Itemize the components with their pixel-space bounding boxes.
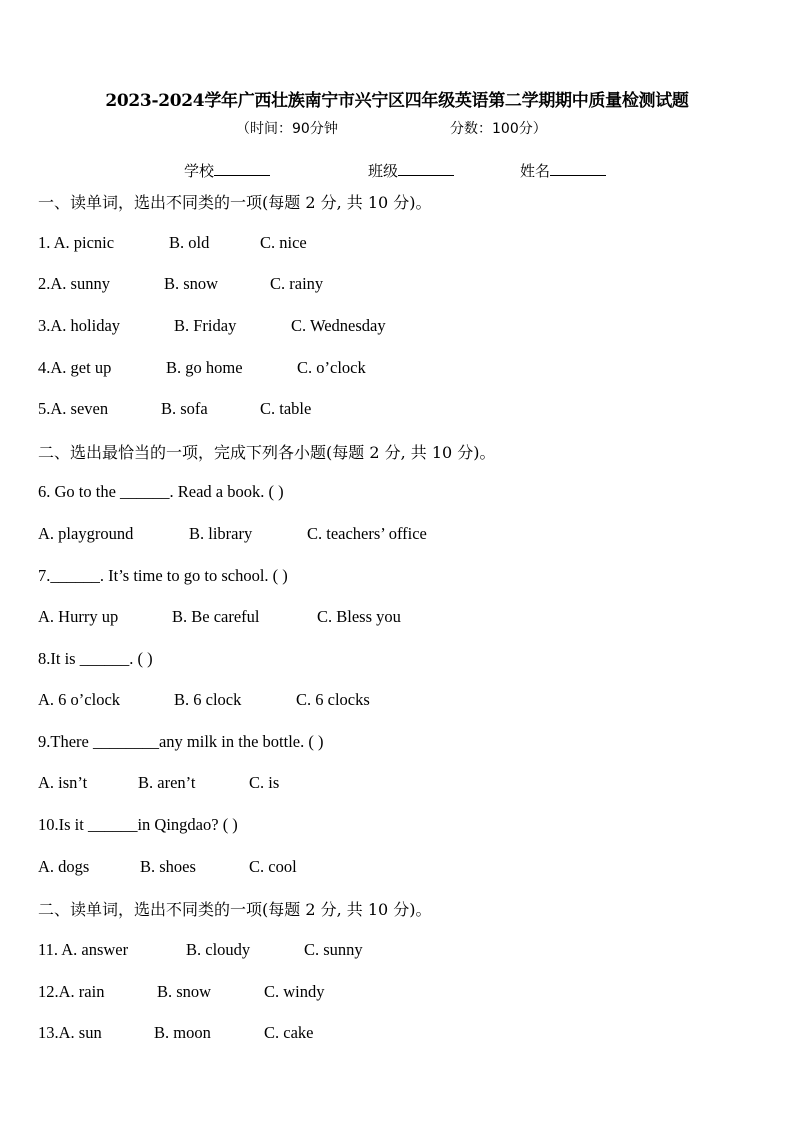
question-12-option-b: B. snow <box>157 982 212 1001</box>
name-label: 姓名 <box>520 162 551 180</box>
question-10-option-c: C. cool <box>249 857 297 876</box>
question-8-option-a: A. 6 o’clock <box>38 690 121 709</box>
question-1-option-b: B. old <box>169 233 210 252</box>
class-blank[interactable] <box>398 161 454 176</box>
question-8-option-c: C. 6 clocks <box>296 690 370 709</box>
question-8-option-b: B. 6 clock <box>174 690 242 709</box>
school-label: 学校 <box>184 162 215 180</box>
question-1-option-a: 1. A. picnic <box>38 233 115 252</box>
school-blank[interactable] <box>214 161 270 176</box>
exam-score: 分数：100分） <box>450 121 547 137</box>
question-6-option-c: C. teachers’ office <box>307 524 427 543</box>
page-title: 2023-2024学年广西壮族南宁市兴宁区四年级英语第二学期期中质量检测试题 <box>105 91 689 111</box>
question-7-option-c: C. Bless you <box>317 607 401 626</box>
section-heading-1: 一、读单词，选出不同类的一项(每题 2 分, 共 10 分)。 <box>38 193 432 212</box>
question-13-option-a: 13.A. sun <box>38 1023 102 1042</box>
question-12-option-a: 12.A. rain <box>38 982 105 1001</box>
class-label: 班级 <box>368 162 399 180</box>
question-6-option-a: A. playground <box>38 524 134 543</box>
question-10-option-a: A. dogs <box>38 857 90 876</box>
question-11-option-c: C. sunny <box>304 940 363 959</box>
question-2-option-c: C. rainy <box>270 274 324 293</box>
question-4-option-c: C. o’clock <box>297 358 366 377</box>
question-5-option-c: C. table <box>260 399 312 418</box>
question-3-option-b: B. Friday <box>174 316 237 335</box>
question-7-option-a: A. Hurry up <box>38 607 119 626</box>
question-8-stem: 8.It is ______. ( ) <box>38 649 153 668</box>
section-heading-2: 二、选出最恰当的一项，完成下列各小题(每题 2 分, 共 10 分)。 <box>38 443 496 462</box>
question-9-option-b: B. aren’t <box>138 773 196 792</box>
question-2-option-a: 2.A. sunny <box>38 274 110 293</box>
question-13-option-b: B. moon <box>154 1023 211 1042</box>
question-9-option-c: C. is <box>249 773 280 792</box>
question-3-option-a: 3.A. holiday <box>38 316 121 335</box>
question-4-option-a: 4.A. get up <box>38 358 112 377</box>
question-3-option-c: C. Wednesday <box>291 316 386 335</box>
question-1-option-c: C. nice <box>260 233 307 252</box>
question-11-option-b: B. cloudy <box>186 940 251 959</box>
class-field <box>368 160 454 181</box>
question-10-option-b: B. shoes <box>140 857 196 876</box>
question-11-option-a: 11. A. answer <box>38 940 129 959</box>
question-4-option-b: B. go home <box>166 358 243 377</box>
question-7-option-b: B. Be careful <box>172 607 260 626</box>
name-blank[interactable] <box>550 161 606 176</box>
question-13-option-c: C. cake <box>264 1023 314 1042</box>
question-10-stem: 10.Is it ______in Qingdao? ( ) <box>38 815 238 834</box>
question-9-stem: 9.There ________any milk in the bottle. ( ) <box>38 732 324 751</box>
school-field <box>184 160 270 181</box>
name-field <box>520 160 606 181</box>
question-6-stem: 6. Go to the ______. Read a book. ( ) <box>38 482 284 501</box>
question-12-option-c: C. windy <box>264 982 325 1001</box>
question-9-option-a: A. isn’t <box>38 773 88 792</box>
question-5-option-a: 5.A. seven <box>38 399 109 418</box>
question-2-option-b: B. snow <box>164 274 219 293</box>
question-6-option-b: B. library <box>189 524 253 543</box>
section-heading-3: 二、读单词，选出不同类的一项(每题 2 分, 共 10 分)。 <box>38 900 432 919</box>
question-5-option-b: B. sofa <box>161 399 208 418</box>
question-7-stem: 7.______. It’s time to go to school. ( ) <box>38 566 288 585</box>
exam-time: （时间：90分钟 <box>236 121 338 137</box>
